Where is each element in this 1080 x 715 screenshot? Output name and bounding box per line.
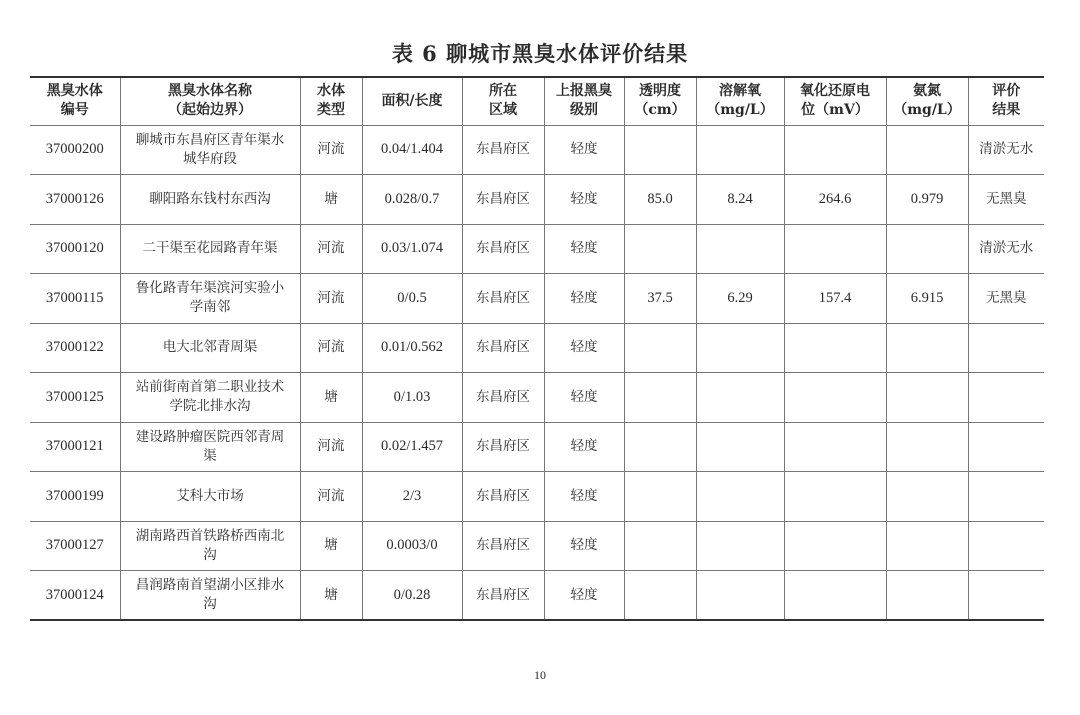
- table-row: [30, 571, 1044, 621]
- water-body-id-cell: 37000120: [30, 224, 120, 274]
- column-header: [968, 77, 1044, 125]
- water-body-name-line1: 站前街南首第二职业技术: [135, 379, 285, 396]
- reported-level-cell: 轻度: [544, 274, 624, 324]
- water-body-name-line1: 鲁化路青年渠滨河实验小: [135, 280, 285, 297]
- evaluation-result-cell: [968, 323, 1044, 373]
- region-cell: 东昌府区: [462, 472, 544, 522]
- table-body: [30, 125, 1044, 620]
- evaluation-result-cell: 清淤无水: [968, 125, 1044, 175]
- transparency-cell: [624, 224, 696, 274]
- page-number: 10: [534, 668, 546, 682]
- water-body-id-cell: 37000124: [30, 571, 120, 621]
- transparency-cell: 85.0: [624, 175, 696, 225]
- water-body-type-cell: 河流: [300, 422, 362, 472]
- water-body-type-cell: 塘: [300, 175, 362, 225]
- water-body-name-line2: 城华府段: [183, 150, 237, 167]
- water-body-name-line1: 昌润路南首望湖小区排水: [135, 577, 285, 593]
- transparency-cell: [624, 373, 696, 423]
- transparency-cell: [624, 571, 696, 621]
- column-header: [544, 77, 624, 125]
- water-body-name-cell: [120, 125, 300, 175]
- water-body-name-line1: 聊城市东昌府区青年渠水: [135, 131, 285, 148]
- ammonia-nitrogen-cell: 6.915: [886, 274, 968, 324]
- redox-potential-cell: [784, 521, 886, 571]
- dissolved-oxygen-cell: [696, 323, 784, 373]
- area-length-cell: 0.02/1.457: [362, 422, 462, 472]
- area-length-cell: 0/0.5: [362, 274, 462, 324]
- water-body-name-line1: 二干渠至花园路青年渠: [142, 240, 278, 257]
- column-header-line1: 面积/长度: [381, 92, 443, 109]
- column-header: [696, 77, 784, 125]
- evaluation-result-cell: [968, 521, 1044, 571]
- reported-level-cell: 轻度: [544, 373, 624, 423]
- redox-potential-cell: 264.6: [784, 175, 886, 225]
- column-header-line1: 上报黑臭: [556, 83, 612, 100]
- dissolved-oxygen-cell: 6.29: [696, 274, 784, 324]
- dissolved-oxygen-cell: 8.24: [696, 175, 784, 225]
- transparency-cell: [624, 422, 696, 472]
- column-header-line1: 透明度: [639, 83, 681, 100]
- water-body-name-line2: 渠: [203, 447, 217, 464]
- transparency-cell: [624, 323, 696, 373]
- evaluation-result-cell: [968, 571, 1044, 621]
- reported-level-cell: 轻度: [544, 224, 624, 274]
- ammonia-nitrogen-cell: [886, 521, 968, 571]
- area-length-cell: 0.04/1.404: [362, 125, 462, 175]
- water-body-name-cell: [120, 521, 300, 571]
- column-header-line2: （起始边界）: [168, 102, 252, 119]
- water-body-type-cell: 河流: [300, 323, 362, 373]
- table-row: [30, 175, 1044, 225]
- area-length-cell: 2/3: [362, 472, 462, 522]
- reported-level-cell: 轻度: [544, 422, 624, 472]
- reported-level-cell: 轻度: [544, 125, 624, 175]
- region-cell: 东昌府区: [462, 323, 544, 373]
- ammonia-nitrogen-cell: 0.979: [886, 175, 968, 225]
- column-header-line2: 位（mV）: [801, 102, 869, 119]
- redox-potential-cell: [784, 323, 886, 373]
- table-row: [30, 125, 1044, 175]
- water-body-type-cell: 河流: [300, 274, 362, 324]
- water-body-name-line1: 建设路肿瘤医院西邻青周: [135, 428, 285, 445]
- table-row: [30, 472, 1044, 522]
- redox-potential-cell: [784, 125, 886, 175]
- water-body-name-line2: 沟: [203, 546, 217, 563]
- region-cell: 东昌府区: [462, 224, 544, 274]
- region-cell: 东昌府区: [462, 571, 544, 621]
- water-body-name-cell: [120, 323, 300, 373]
- evaluation-result-cell: [968, 472, 1044, 522]
- water-body-name-line1: 电大北邻青周渠: [162, 339, 258, 356]
- column-header-line1: 评价: [992, 83, 1021, 100]
- water-body-name-cell: [120, 571, 300, 621]
- column-header-line1: 所在: [489, 83, 517, 100]
- region-cell: 东昌府区: [462, 373, 544, 423]
- table-row: [30, 224, 1044, 274]
- column-header: [300, 77, 362, 125]
- water-body-type-cell: 塘: [300, 521, 362, 571]
- redox-potential-cell: [784, 472, 886, 522]
- water-body-type-cell: 河流: [300, 224, 362, 274]
- transparency-cell: [624, 521, 696, 571]
- water-body-name-cell: [120, 224, 300, 274]
- column-header-line2: 结果: [992, 102, 1021, 119]
- column-header-line2: 类型: [317, 102, 345, 119]
- dissolved-oxygen-cell: [696, 472, 784, 522]
- table-title: 表 6 聊城市黑臭水体评价结果: [391, 41, 689, 66]
- reported-level-cell: 轻度: [544, 571, 624, 621]
- reported-level-cell: 轻度: [544, 521, 624, 571]
- evaluation-result-cell: 清淤无水: [968, 224, 1044, 274]
- dissolved-oxygen-cell: [696, 125, 784, 175]
- water-body-name-line1: 湖南路西首铁路桥西南北: [135, 527, 285, 544]
- column-header-line2: （cm）: [634, 102, 686, 119]
- column-header-line2: 级别: [570, 102, 598, 119]
- column-header-line1: 溶解氧: [719, 83, 761, 100]
- water-body-id-cell: 37000127: [30, 521, 120, 571]
- evaluation-result-cell: 无黑臭: [968, 175, 1044, 225]
- area-length-cell: 0.01/0.562: [362, 323, 462, 373]
- ammonia-nitrogen-cell: [886, 373, 968, 423]
- transparency-cell: 37.5: [624, 274, 696, 324]
- redox-potential-cell: [784, 224, 886, 274]
- header-row: [30, 77, 1044, 125]
- water-body-type-cell: 塘: [300, 571, 362, 621]
- water-body-id-cell: 37000200: [30, 125, 120, 175]
- ammonia-nitrogen-cell: [886, 422, 968, 472]
- water-body-type-cell: 河流: [300, 125, 362, 175]
- ammonia-nitrogen-cell: [886, 571, 968, 621]
- table-row: [30, 323, 1044, 373]
- transparency-cell: [624, 125, 696, 175]
- water-body-id-cell: 37000115: [30, 274, 120, 324]
- reported-level-cell: 轻度: [544, 323, 624, 373]
- water-body-name-line2: 学南邻: [189, 299, 231, 316]
- water-body-name-cell: [120, 274, 300, 324]
- region-cell: 东昌府区: [462, 422, 544, 472]
- water-body-name-cell: [120, 422, 300, 472]
- water-body-name-cell: [120, 175, 300, 225]
- region-cell: 东昌府区: [462, 175, 544, 225]
- water-body-name-line1: 艾科大市场: [176, 487, 244, 504]
- column-header-line1: 黑臭水体: [46, 83, 103, 100]
- area-length-cell: 0/0.28: [362, 571, 462, 621]
- dissolved-oxygen-cell: [696, 422, 784, 472]
- water-body-type-cell: 塘: [300, 373, 362, 423]
- column-header-line2: 区域: [489, 102, 517, 119]
- column-header: [120, 77, 300, 125]
- ammonia-nitrogen-cell: [886, 125, 968, 175]
- column-header: [624, 77, 696, 125]
- area-length-cell: 0.028/0.7: [362, 175, 462, 225]
- water-body-name-line2: 沟: [203, 596, 217, 612]
- redox-potential-cell: [784, 373, 886, 423]
- water-body-type-cell: 河流: [300, 472, 362, 522]
- column-header: [362, 77, 462, 125]
- column-header-line1: 黑臭水体名称: [168, 83, 252, 100]
- redox-potential-cell: [784, 571, 886, 621]
- evaluation-result-cell: [968, 422, 1044, 472]
- region-cell: 东昌府区: [462, 521, 544, 571]
- dissolved-oxygen-cell: [696, 571, 784, 621]
- evaluation-result-cell: [968, 373, 1044, 423]
- column-header-line1: 水体: [317, 83, 345, 100]
- redox-potential-cell: 157.4: [784, 274, 886, 324]
- water-body-name-cell: [120, 472, 300, 522]
- column-header: [784, 77, 886, 125]
- dissolved-oxygen-cell: [696, 224, 784, 274]
- ammonia-nitrogen-cell: [886, 323, 968, 373]
- water-body-id-cell: 37000126: [30, 175, 120, 225]
- reported-level-cell: 轻度: [544, 175, 624, 225]
- water-body-name-line1: 聊阳路东钱村东西沟: [149, 190, 271, 207]
- area-length-cell: 0.0003/0: [362, 521, 462, 571]
- evaluation-result-cell: 无黑臭: [968, 274, 1044, 324]
- table-row: [30, 373, 1044, 423]
- table-row: [30, 274, 1044, 324]
- water-body-id-cell: 37000125: [30, 373, 120, 423]
- water-body-name-cell: [120, 373, 300, 423]
- evaluation-table: [30, 76, 1044, 621]
- dissolved-oxygen-cell: [696, 373, 784, 423]
- water-body-id-cell: 37000122: [30, 323, 120, 373]
- reported-level-cell: 轻度: [544, 472, 624, 522]
- column-header: [886, 77, 968, 125]
- area-length-cell: 0.03/1.074: [362, 224, 462, 274]
- ammonia-nitrogen-cell: [886, 472, 968, 522]
- water-body-name-line2: 学院北排水沟: [169, 398, 251, 415]
- area-length-cell: 0/1.03: [362, 373, 462, 423]
- water-body-id-cell: 37000199: [30, 472, 120, 522]
- region-cell: 东昌府区: [462, 274, 544, 324]
- column-header: [30, 77, 120, 125]
- column-header-line1: 氨氮: [913, 83, 941, 100]
- water-body-id-cell: 37000121: [30, 422, 120, 472]
- table-row: [30, 422, 1044, 472]
- ammonia-nitrogen-cell: [886, 224, 968, 274]
- column-header-line2: （mg/L）: [893, 102, 961, 119]
- column-header: [462, 77, 544, 125]
- table-row: [30, 521, 1044, 571]
- region-cell: 东昌府区: [462, 125, 544, 175]
- column-header-line2: （mg/L）: [706, 102, 774, 119]
- column-header-line2: 编号: [60, 102, 89, 119]
- dissolved-oxygen-cell: [696, 521, 784, 571]
- redox-potential-cell: [784, 422, 886, 472]
- column-header-line1: 氧化还原电: [800, 83, 870, 100]
- transparency-cell: [624, 472, 696, 522]
